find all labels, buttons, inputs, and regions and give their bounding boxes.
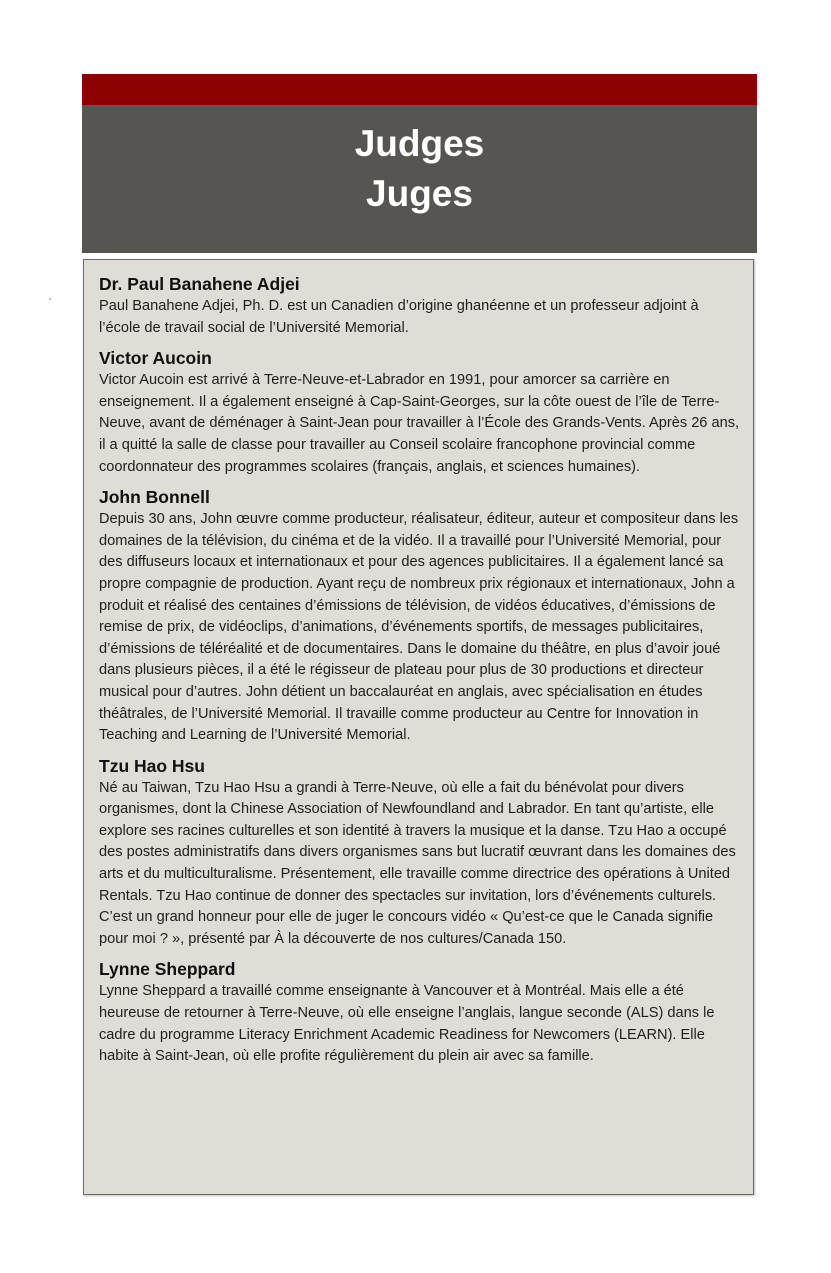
judge-entry-sheppard [99, 957, 743, 1067]
judge-entry-aucoin [99, 346, 743, 478]
judge-entry-bonnell [99, 485, 743, 747]
page-title-french: Juges [366, 173, 473, 214]
judge-name: Lynne Sheppard [99, 959, 236, 980]
judge-name: Victor Aucoin [99, 348, 212, 369]
stray-mark [49, 298, 51, 300]
judge-name: Dr. Paul Banahene Adjei [99, 274, 300, 294]
judge-bio: Victor Aucoin est arrivé à Terre-Neuve-et-Labrador en 1991, pour amorcer sa carrière en enseignement. Il a également enseigné à Cap-Saint-Georges, sur la côte ouest de l’île de Terre-Neuve, avant de déménager à Saint-Jean pour travailler à l’École des Grands-Vents. Après 26 ans, il a quitté la salle de classe pour travailler au Conseil scolaire francophone provincial comme coordonnateur des programmes scolaires (français, anglais, et sciences humaines). [99, 372, 740, 475]
judge-bio: Paul Banahene Adjei, Ph. D. est un Canadien d’origine ghanéenne et un professeur adjoint à l’école de travail social de l’Université Memorial. [99, 298, 699, 336]
judge-name: John Bonnell [99, 487, 210, 508]
judge-name: Tzu Hao Hsu [99, 755, 205, 776]
header-accent-bar [82, 74, 757, 105]
title-block [82, 105, 757, 253]
judge-bio: Depuis 30 ans, John œuvre comme producteur, réalisateur, éditeur, auteur et compositeur dans les domaines de la télévision, du cinéma et de la vidéo. Il a travaillé pour l’Université Memorial, pour des diffuseurs locaux et internationaux et pour des agences publicitaires. Il a également lancé sa propre compagnie de production. Ayant reçu de nombreux prix régionaux et internationaux, John a produit et réalisé des centaines d’émissions de télévision, de vidéos éducatives, d’émissions de remise de prix, de vidéoclips, d’animations, d’événements sportifs, de messages publicitaires, d’émissions de téléréalité et de documentaires. Dans le domaine du théâtre, en plus d’avoir joué dans plusieurs pièces, il a été le régisseur de plateau pour plus de 30 productions et directeur musical pour d’autres. John détient un baccalauréat en anglais, avec spécialisation en études théâtrales, de l’Université Memorial. Il travaille comme producteur au Centre for Innovation in Teaching and Learning de l’Université Memorial. [99, 511, 739, 744]
judge-bio: Lynne Sheppard a travaillé comme enseignante à Vancouver et à Montréal. Mais elle a été heureuse de retourner à Terre-Neuve, où elle enseigne l’anglais, langue seconde (ALS) dans le cadre du programme Literacy Enrichment Academic Readiness for Newcomers (LEARN). Elle habite à Saint-Jean, où elle profite régulièrement du plein air avec sa famille. [99, 983, 715, 1065]
judge-entry-hsu [99, 754, 743, 951]
page-title-english: Judges [354, 123, 485, 164]
judge-entry-adjei [99, 272, 743, 339]
judges-list [83, 259, 754, 1195]
judge-bio: Né au Taiwan, Tzu Hao Hsu a grandi à Terre-Neuve, où elle a fait du bénévolat pour divers organismes, dont la Chinese Association of Newfoundland and Labrador. En tant qu’artiste, elle explore ses racines culturelles et son identité à travers la musique et la danse. Tzu Hao a occupé des postes administratifs dans divers organismes sans but lucratif œuvrant dans les domaines des arts et du multiculturalisme. Présentement, elle travaille comme directrice des opérations à United Rentals. Tzu Hao continue de donner des spectacles sur invitation, lors d’événements culturels. C’est un grand honneur pour elle de juger le concours vidéo « Qu’est-ce que le Canada signifie pour moi ? », présenté par À la découverte de nos cultures/Canada 150. [99, 779, 736, 947]
